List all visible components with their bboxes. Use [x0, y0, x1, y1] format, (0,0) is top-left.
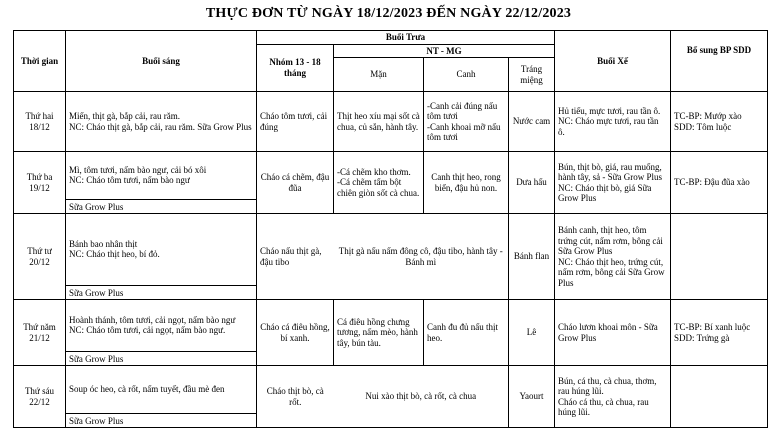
day-cell: Thứ sáu 22/12 — [14, 366, 66, 428]
buoi-sang-main: Bánh bao nhân thịt NC: Cháo thịt heo, bí đỏ. — [69, 238, 160, 260]
table-row — [14, 214, 768, 300]
man-cell: Cá điêu hồng chưng tương, nấm mèo, hành tây, bún tàu. — [334, 300, 424, 366]
table-row — [14, 92, 768, 152]
nhom-cell: Cháo thịt bò, cà rốt. — [257, 366, 334, 428]
table-row — [14, 152, 768, 214]
nhom-cell: Cháo nấu thịt gà, đậu tibo — [257, 214, 334, 300]
trang-mieng-cell: Lê — [509, 300, 555, 366]
buoi-xe-cell: Cháo lươn khoai môn - Sữa Grow Plus — [555, 300, 671, 366]
header-bo-sung: Bổ sung BP SDD — [671, 31, 768, 92]
buoi-sang-milk: Sữa Grow Plus — [66, 351, 256, 366]
nhom-cell: Cháo cá chẽm, đậu đũa — [257, 152, 334, 214]
bo-sung-cell — [671, 214, 768, 300]
trang-mieng-cell: Yaourt — [509, 366, 555, 428]
bo-sung-cell: TC-BP: Đậu đũa xào — [671, 152, 768, 214]
trang-mieng-cell: Dưa hấu — [509, 152, 555, 214]
nhom-cell: Cháo cá điêu hồng, bí xanh. — [257, 300, 334, 366]
buoi-xe-cell: Bún, cá thu, cà chua, thơm, rau húng lũi. Cháo cá thu, cà chua, rau húng lũi. — [555, 366, 671, 428]
menu-table — [13, 30, 768, 428]
trang-mieng-cell: Nước cam — [509, 92, 555, 152]
bo-sung-cell: TC-BP: Bí xanh luộc SDD: Trứng gà — [671, 300, 768, 366]
buoi-xe-cell: Bánh canh, thịt heo, tôm trứng cút, nấm rơm, bông cải Sữa Grow Plus NC: Cháo thịt heo, trứng cút, nấm rơm, bông cải Sữa Grow Plus — [555, 214, 671, 300]
header-man: Mặn — [334, 58, 424, 92]
header-buoi-sang: Buổi sáng — [66, 31, 257, 92]
header-nt-mg: NT - MG — [334, 44, 555, 58]
buoi-sang-main: Hoành thánh, tôm tươi, cải ngọt, nấm bào ngư NC: Cháo tôm tươi, cải ngọt, nấm bào ngư. — [69, 314, 236, 336]
header-buoi-xe: Buổi Xế — [555, 31, 671, 92]
man-cell: -Cá chẽm kho thơm. -Cá chẽm tẩm bột chiên giòn sốt cà chua. — [334, 152, 424, 214]
buoi-sang-cell — [66, 300, 257, 366]
buoi-sang-cell: Miến, thịt gà, bắp cải, rau răm. NC: Cháo thịt gà, bắp cải, rau răm. Sữa Grow Plus — [66, 92, 257, 152]
man-cell: Thịt heo xíu mại sốt cà chua, củ sắn, hành tây. — [334, 92, 424, 152]
buoi-sang-main: Soup óc heo, cà rốt, nấm tuyết, đầu mè đen — [69, 384, 225, 394]
buoi-sang-milk: Sữa Grow Plus — [66, 199, 256, 214]
canh-cell: Canh thịt heo, rong biển, đậu hủ non. — [424, 152, 509, 214]
buoi-sang-main: Mì, tôm tươi, nấm bào ngư, cải bó xôi NC: Cháo tôm tươi, nấm bào ngư — [69, 164, 207, 186]
man-canh-cell: Nui xào thịt bò, cà rốt, cà chua — [334, 366, 509, 428]
bo-sung-cell — [671, 366, 768, 428]
buoi-xe-cell: Bún, thịt bò, giá, rau muống, hành tây, sả - Sữa Grow Plus NC: Cháo thịt bò, giá Sữa Grow Plus — [555, 152, 671, 214]
canh-cell: -Canh cải đúng nấu tôm tươi -Canh khoai mỡ nấu tôm tươi — [424, 92, 509, 152]
day-cell: Thứ năm 21/12 — [14, 300, 66, 366]
buoi-sang-cell — [66, 214, 257, 300]
buoi-sang-milk: Sữa Grow Plus — [66, 285, 256, 300]
header-thoi-gian: Thời gian — [14, 31, 66, 92]
header-trang-mieng: Tráng miệng — [509, 58, 555, 92]
man-canh-cell: Thịt gà nấu nấm đông cô, đậu tibo, hành tây - Bánh mì — [334, 214, 509, 300]
day-cell: Thứ tư 20/12 — [14, 214, 66, 300]
day-cell: Thứ hai 18/12 — [14, 92, 66, 152]
canh-cell: Canh đu đủ nấu thịt heo. — [424, 300, 509, 366]
buoi-sang-cell — [66, 366, 257, 428]
nhom-cell: Cháo tôm tươi, cải đúng — [257, 92, 334, 152]
bo-sung-cell: TC-BP: Mướp xào SDD: Tôm luộc — [671, 92, 768, 152]
buoi-xe-cell: Hủ tiếu, mực tươi, rau tần ô. NC: Cháo mực tươi, rau tần ô. — [555, 92, 671, 152]
day-cell: Thứ ba 19/12 — [14, 152, 66, 214]
table-row — [14, 366, 768, 428]
buoi-sang-cell — [66, 152, 257, 214]
page-title: THỰC ĐƠN TỪ NGÀY 18/12/2023 ĐẾN NGÀY 22/12/2023 — [205, 6, 572, 21]
buoi-sang-milk: Sữa Grow Plus — [66, 413, 256, 428]
header-buoi-trua: Buổi Trưa — [257, 31, 555, 45]
header-nhom: Nhóm 13 - 18 tháng — [257, 44, 334, 92]
trang-mieng-cell: Bánh flan — [509, 214, 555, 300]
table-row — [14, 300, 768, 366]
header-canh: Canh — [424, 58, 509, 92]
